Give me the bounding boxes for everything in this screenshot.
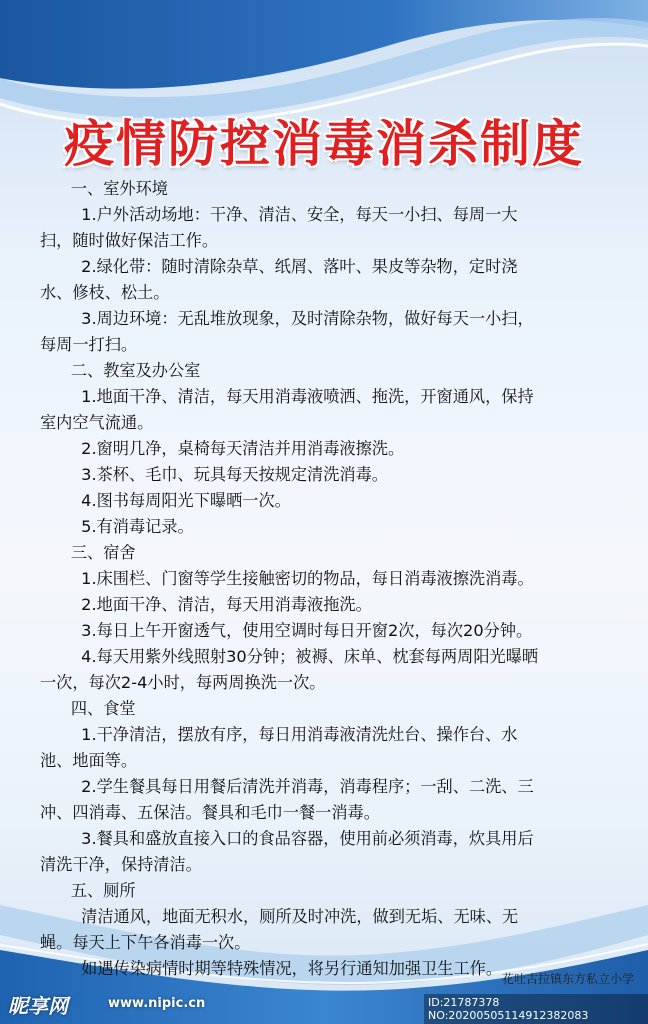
text-line: 每周一打扫。 (40, 335, 138, 354)
poster-title: 疫情防控消毒消杀制度 (64, 115, 584, 173)
text-line: 2.绿化带：随时清除杂草、纸屑、落叶、果皮等杂物，定时浇 (40, 257, 518, 276)
text-line: 一次，每次2-4小时，每两周换洗一次。 (40, 673, 326, 692)
text-line: 三、宿舍 (40, 543, 136, 562)
text-line: 清洗干净，保持清洁。 (40, 855, 202, 874)
text-line: 3.每日上午开窗透气，使用空调时每日开窗2次，每次20分钟。 (40, 621, 533, 640)
text-line: 3.周边环境：无乱堆放现象，及时清除杂物，做好每天一小扫， (40, 309, 534, 328)
text-line: 一、室外环境 (40, 179, 168, 198)
text-line: 五、厕所 (40, 881, 136, 900)
text-line: 4.图书每周阳光下曝晒一次。 (40, 491, 291, 510)
text-line: 四、食堂 (40, 699, 136, 718)
watermark-id: ID:21787378 NO:20200505114912382083 (424, 994, 648, 1024)
watermark-logo: 昵享网 (8, 994, 68, 1018)
text-line: 1.床围栏、门窗等学生接触密切的物品，每日消毒液擦洗消毒。 (40, 569, 534, 588)
school-name: 花吐古拉镇东方私立小学 (501, 972, 634, 986)
text-line: 2.窗明几净，桌椅每天清洁并用消毒液擦洗。 (40, 439, 405, 458)
regulation-text (40, 176, 648, 982)
text-line: 1.户外活动场地：干净、清洁、安全，每天一小扫、每周一大 (40, 205, 518, 224)
text-line: 清洁通风，地面无积水，厕所及时冲洗，做到无垢、无味、无 (40, 907, 519, 926)
text-line: 水、修枝、松土。 (40, 283, 170, 302)
text-line: 4.每天用紫外线照射30分钟；被褥、床单、枕套每两周阳光曝晒 (40, 647, 539, 666)
text-line: 3.餐具和盛放直接入口的食品容器，使用前必须消毒，炊具用后 (40, 829, 534, 848)
text-line: 冲、四消毒、五保洁。餐具和毛巾一餐一消毒。 (40, 803, 380, 822)
text-line: 如遇传染病情时期等特殊情况，将另行通知加强卫生工作。 (40, 959, 503, 978)
text-line: 1.地面干净、清洁，每天用消毒液喷洒、拖洗，开窗通风，保持 (40, 387, 534, 406)
text-line: 2.地面干净、清洁，每天用消毒液拖洗。 (40, 595, 372, 614)
text-line: 二、教室及办公室 (40, 361, 201, 380)
text-line: 1.干净清洁，摆放有序，每日用消毒液清洗灶台、操作台、水 (40, 725, 518, 744)
text-line: 扫，随时做好保洁工作。 (40, 231, 219, 250)
text-line: 池、地面等。 (40, 751, 138, 770)
text-line: 5.有消毒记录。 (40, 517, 194, 536)
text-line: 2.学生餐具每日用餐后清洗并消毒，消毒程序；一刮、二洗、三 (40, 777, 534, 796)
text-line: 室内空气流通。 (40, 413, 154, 432)
text-line: 蝇。每天上下午各消毒一次。 (40, 933, 251, 952)
text-line: 3.茶杯、毛巾、玩具每天按规定清洗消毒。 (40, 465, 388, 484)
watermark-url: www.nipic.cn (108, 996, 206, 1011)
